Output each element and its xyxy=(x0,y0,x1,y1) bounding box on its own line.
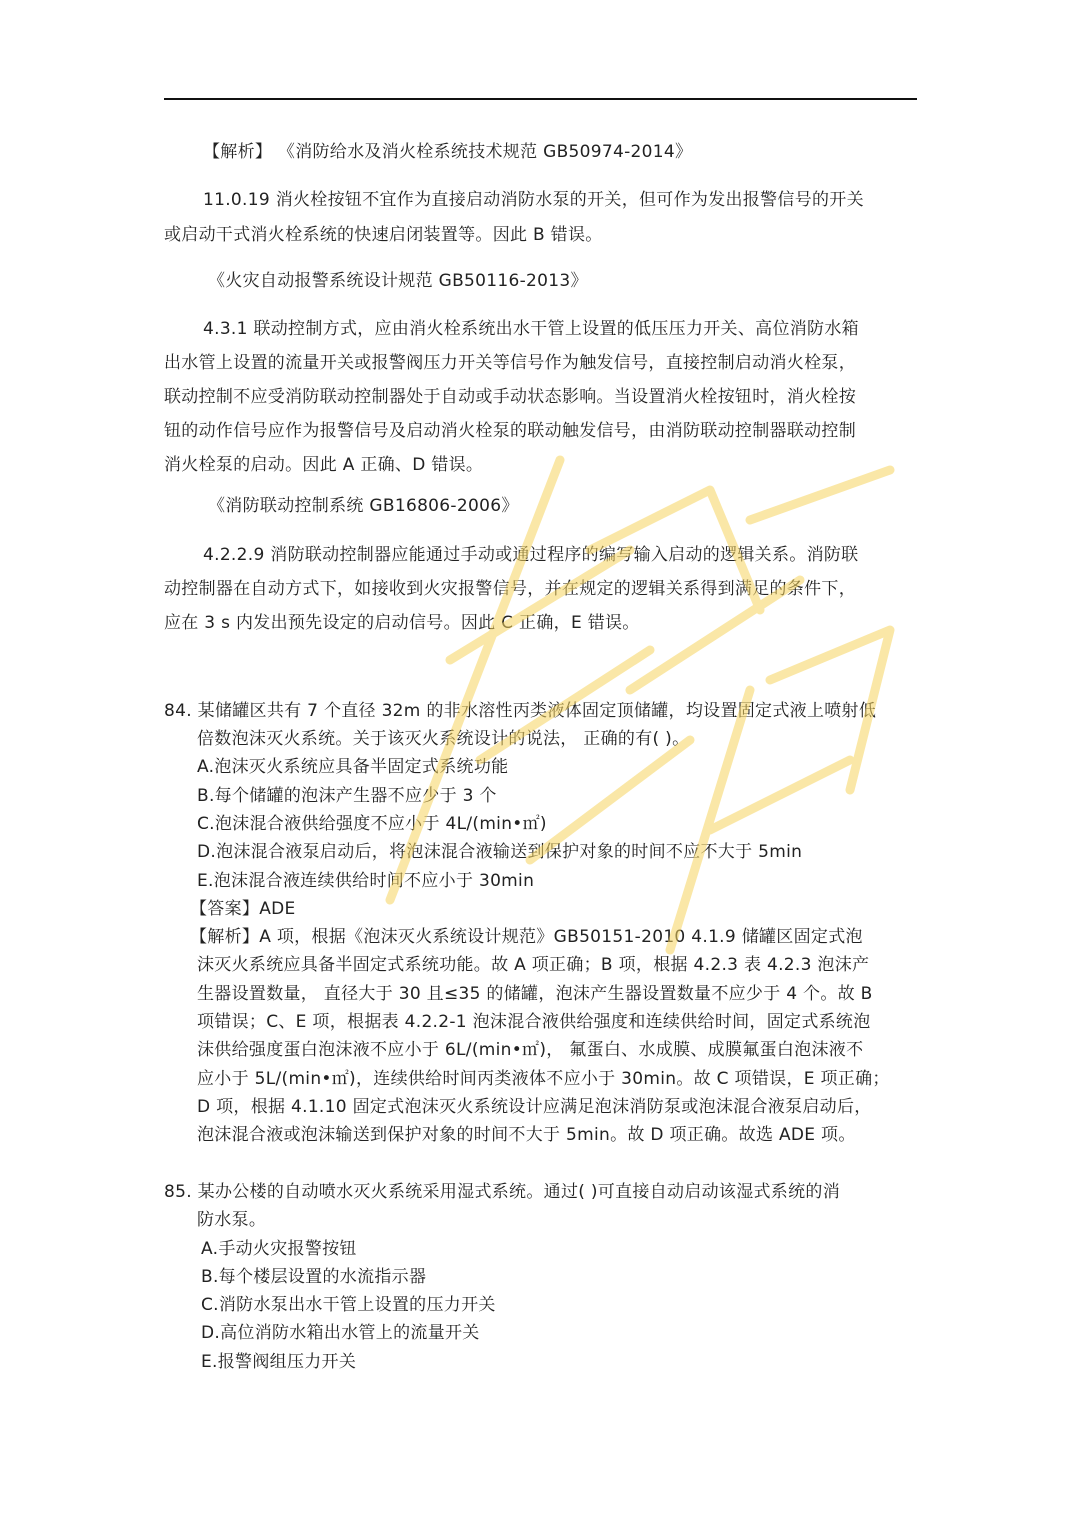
text-line: 消火栓泵的启动。因此 A 正确、D 错误。 xyxy=(164,455,484,475)
text-line: E.报警阀组压力开关 xyxy=(201,1352,357,1372)
text-line: 钮的动作信号应作为报警信号及启动消火栓泵的联动触发信号，由消防联动控制器联动控制 xyxy=(164,421,856,441)
text-line: 沫灭火系统应具备半固定式系统功能。故 A 项正确；B 项，根据 4.2.3 表 4.2.3 泡沫产 xyxy=(197,955,870,975)
text-line: 泡沫混合液或泡沫输送到保护对象的时间不大于 5min。故 D 项正确。故选 ADE 项。 xyxy=(197,1125,856,1145)
text-line: 出水管上设置的流量开关或报警阀压力开关等信号作为触发信号，直接控制启动消火栓泵， xyxy=(164,353,856,373)
text-line: 或启动干式消火栓系统的快速启闭装置等。因此 B 错误。 xyxy=(164,225,603,245)
text-line: B.每个储罐的泡沫产生器不应少于 3 个 xyxy=(197,786,497,806)
text-line: 沫供给强度蛋白泡沫液不应小于 6L/(min•㎡)， 氟蛋白、水成膜、成膜氟蛋白泡沫液不 xyxy=(197,1040,864,1060)
text-line: E.泡沫混合液连续供给时间不应小于 30min xyxy=(197,871,535,891)
text-line: 【解析】A 项，根据《泡沫灭火系统设计规范》GB50151-2010 4.1.9 储罐区固定式泡 xyxy=(190,927,863,947)
text-line: D 项，根据 4.1.10 固定式泡沫灭火系统设计应满足泡沫消防泵或泡沫混合液泵启动后， xyxy=(197,1097,872,1117)
text-line: 4.3.1 联动控制方式，应由消火栓系统出水干管上设置的低压压力开关、高位消防水箱 xyxy=(203,319,859,339)
text-line: 联动控制不应受消防联动控制器处于自动或手动状态影响。当设置消火栓按钮时，消火栓按 xyxy=(164,387,856,407)
watermark-stroke xyxy=(710,760,850,830)
text-line: 11.0.19 消火栓按钮不宜作为直接启动消防水泵的开关，但可作为发出报警信号的开关 xyxy=(203,190,864,210)
text-line: 应在 3 s 内发出预先设定的启动信号。因此 C 正确，E 错误。 xyxy=(164,613,640,633)
text-line: 防水泵。 xyxy=(197,1210,267,1230)
text-line: 应小于 5L/(min•㎡)，连续供给时间丙类液体不应小于 30min。故 C 项错误，E 项正确； xyxy=(197,1069,890,1089)
text-line: 85. 某办公楼的自动喷水灭火系统采用湿式系统。通过( )可直接自动启动该湿式系统的消 xyxy=(164,1182,841,1202)
text-line: 倍数泡沫灭火系统。关于该灭火系统设计的说法， 正确的有( )。 xyxy=(197,729,690,749)
text-line: C.泡沫混合液供给强度不应小于 4L/(min•㎡) xyxy=(197,814,547,834)
text-line: 《消防联动控制系统 GB16806-2006》 xyxy=(208,496,519,516)
text-line: B.每个楼层设置的水流指示器 xyxy=(201,1267,427,1287)
text-line: 【答案】ADE xyxy=(190,899,296,919)
watermark-stroke xyxy=(750,470,890,520)
header-rule xyxy=(164,98,917,100)
text-line: D.泡沫混合液泵启动后，将泡沫混合液输送到保护对象的时间不应不大于 5min xyxy=(197,842,803,862)
text-line: A.泡沫灭火系统应具备半固定式系统功能 xyxy=(197,757,509,777)
text-line: 【解析】 《消防给水及消火栓系统技术规范 GB50974-2014》 xyxy=(203,142,693,162)
text-line: 84. 某储罐区共有 7 个直径 32m 的非水溶性丙类液体固定顶储罐，均设置固定式液上喷射低 xyxy=(164,701,877,721)
text-line: A.手动火灾报警按钮 xyxy=(201,1239,357,1259)
text-line: 4.2.2.9 消防联动控制器应能通过手动或通过程序的编写输入启动的逻辑关系。消防联 xyxy=(203,545,859,565)
text-line: C.消防水泵出水干管上设置的压力开关 xyxy=(201,1295,496,1315)
text-line: 生器设置数量， 直径大于 30 且≤35 的储罐，泡沫产生器设置数量不应少于 4 个。故 B xyxy=(197,984,873,1004)
text-line: D.高位消防水箱出水管上的流量开关 xyxy=(201,1323,480,1343)
text-line: 《火灾自动报警系统设计规范 GB50116-2013》 xyxy=(208,271,588,291)
text-line: 项错误；C、E 项，根据表 4.2.2-1 泡沫混合液供给强度和连续供给时间，固定式系统泡 xyxy=(197,1012,871,1032)
text-line: 动控制器在自动方式下，如接收到火灾报警信号，并在规定的逻辑关系得到满足的条件下， xyxy=(164,579,856,599)
